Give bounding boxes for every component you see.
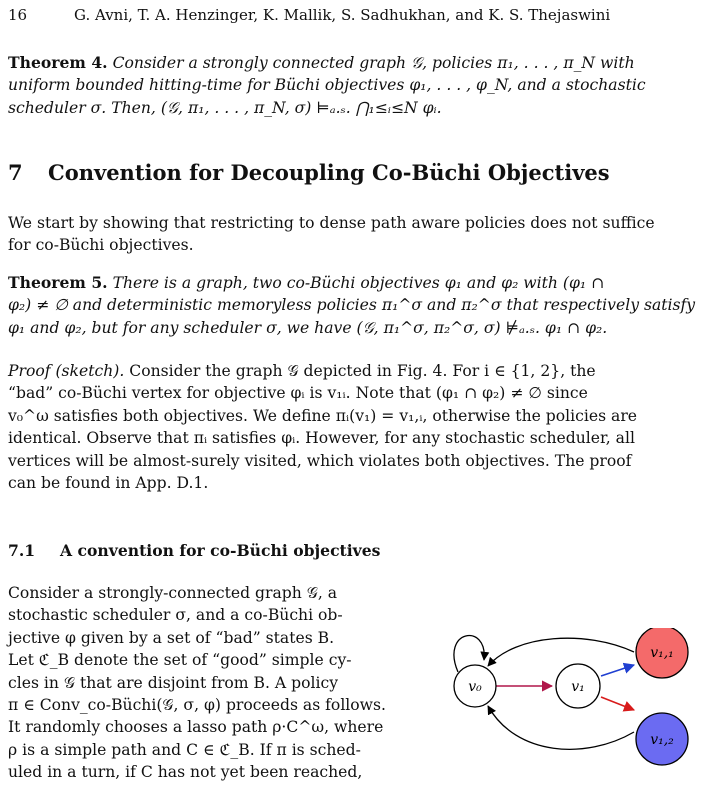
node-v1-label: v₁ [571,679,585,695]
running-header [8,4,698,26]
subsection-number: 7.1 [8,541,36,560]
proof-line-5: vertices will be almost-surely visited, which violates both objectives. The proof [8,451,632,470]
edge-v11-v0 [488,638,634,666]
proof-line-3: v₀^ω satisfies both objectives. We define πᵢ(v₁) = v₁,ᵢ, otherwise the policies are [8,406,638,425]
convention-line-5: cles in 𝒢 that are disjoint from B. A policy [8,673,339,692]
theorem-4 [8,52,698,119]
theorem-5-line-3: φ₁ and φ₂, but for any scheduler σ, we have (𝒢, π₁^σ, π₂^σ, σ) ⊭ₐ.ₛ. φ₁ ∩ φ₂. [8,318,608,337]
convention-line-6: π ∈ Conv_co-Büchi(𝒢, σ, φ) proceeds as follows. [8,695,386,714]
subsection-title: A convention for co-Büchi objectives [60,541,381,560]
convention-line-4: Let ℭ_B denote the set of “good” simple cy- [8,651,352,670]
proof-line-6: can be found in App. D.1. [8,473,209,492]
subsection-heading [8,540,380,562]
section-title: Convention for Decoupling Co-Büchi Objectives [48,160,610,185]
intro-line-2: for co-Büchi objectives. [8,236,194,255]
convention-paragraph [8,582,410,784]
proof-line-4: identical. Observe that πᵢ satisfies φᵢ. However, for any stochastic scheduler, all [8,429,635,448]
node-v0-label: v₀ [468,679,482,695]
theorem-4-label: Theorem 4. [8,53,108,72]
convention-line-8: ρ is a simple path and C ∈ ℭ_B. If π is sched- [8,740,361,759]
edge-v1-v12 [601,697,634,710]
convention-line-1: Consider a strongly-connected graph 𝒢, a [8,584,338,602]
convention-line-3: jective φ given by a set of “bad” states B. [8,628,335,647]
section-number: 7 [8,160,23,185]
running-authors: G. Avni, T. A. Henzinger, K. Mallik, S. Sadhukhan, and K. S. Thejaswini [74,6,611,24]
theorem-5 [8,272,698,339]
convention-line-2: stochastic scheduler σ, and a co-Büchi ob- [8,606,343,625]
theorem-4-line-2: uniform bounded hitting-time for Büchi objectives φ₁, . . . , φ_N, and a stochastic [8,76,646,95]
figure-4-graph [436,628,698,778]
page-number: 16 [8,6,28,24]
theorem-5-label: Theorem 5. [8,273,108,292]
theorem-5-line-2: φ₂) ≠ ∅ and deterministic memoryless policies π₁^σ and π₂^σ that respectively satisfy [8,296,696,315]
convention-line-7: It randomly chooses a lasso path ρ·C^ω, where [8,718,384,737]
section-heading [8,162,610,184]
edge-v12-v0 [488,706,634,749]
theorem-5-line-1: There is a graph, two co-Büchi objectives φ₁ and φ₂ with (φ₁ ∩ [107,274,605,292]
proof-line-2: “bad” co-Büchi vertex for objective φᵢ is v₁ᵢ. Note that (φ₁ ∩ φ₂) ≠ ∅ since [8,384,588,403]
proof-sketch [8,360,698,494]
intro-paragraph [8,212,698,257]
proof-line-1: Consider the graph 𝒢 depicted in Fig. 4. For i ∈ {1, 2}, the [124,362,596,380]
intro-line-1: We start by showing that restricting to dense path aware policies does not suffice [8,214,655,232]
edge-v1-v11 [601,665,634,676]
proof-label: Proof (sketch). [8,362,125,380]
node-v11-label: v₁,₁ [650,645,674,661]
theorem-4-line-1: Consider a strongly connected graph 𝒢, policies π₁, . . . , π_N with [107,54,635,72]
theorem-4-line-3: scheduler σ. Then, (𝒢, π₁, . . . , π_N, σ) ⊨ₐ.ₛ. ⋂₁≤ᵢ≤N φᵢ. [8,98,442,117]
node-v12-label: v₁,₂ [650,732,674,748]
graph-diagram [436,628,698,778]
convention-line-9: uled in a turn, if C has not yet been reached, [8,763,363,782]
